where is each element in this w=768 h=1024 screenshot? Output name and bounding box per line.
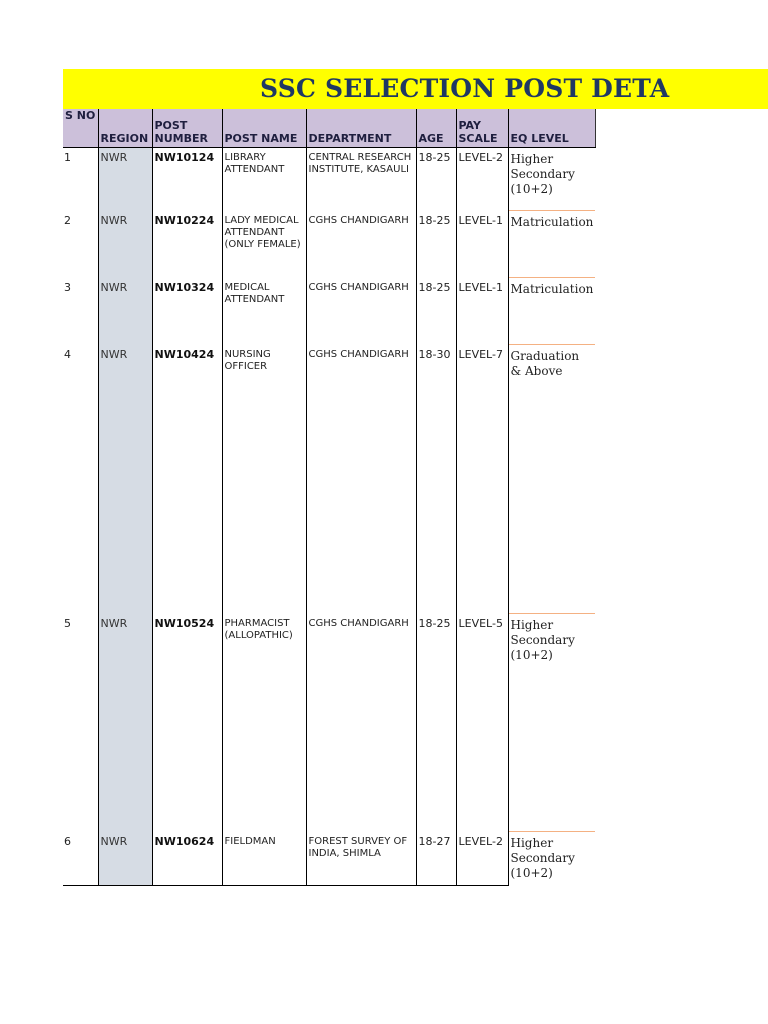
table-row [63, 211, 595, 278]
cell-eq-level: Graduation & Above [508, 345, 595, 614]
cell-pay-scale: LEVEL-5 [456, 614, 508, 832]
cell-department: FOREST SURVEY OF INDIA, SHIMLA [306, 832, 416, 886]
cell-eq-level: Matriculation [508, 278, 595, 345]
cell-department: CGHS CHANDIGARH [306, 345, 416, 614]
table-row [63, 832, 595, 886]
header-post-number: POST NUMBER [152, 109, 222, 148]
page-title: SSC SELECTION POST DETA [260, 74, 670, 103]
cell-age: 18-25 [416, 211, 456, 278]
cell-post-number: NW10124 [152, 148, 222, 211]
cell-post-name: LADY MEDICAL ATTENDANT (ONLY FEMALE) [222, 211, 306, 278]
cell-eq-level: Higher Secondary (10+2) [508, 614, 595, 832]
table-row [63, 614, 595, 832]
cell-post-number: NW10324 [152, 278, 222, 345]
cell-department: CGHS CHANDIGARH [306, 211, 416, 278]
cell-pay-scale: LEVEL-1 [456, 211, 508, 278]
cell-pay-scale: LEVEL-1 [456, 278, 508, 345]
header-department: DEPARTMENT [306, 109, 416, 148]
cell-pay-scale: LEVEL-2 [456, 832, 508, 886]
cell-region: NWR [98, 832, 152, 886]
cell-sno: 1 [64, 151, 71, 164]
cell-eq-level: Higher Secondary (10+2) [508, 148, 595, 211]
title-banner [63, 69, 768, 109]
cell-post-number: NW10624 [152, 832, 222, 886]
cell-sno: 5 [64, 616, 71, 630]
cell-region: NWR [98, 278, 152, 345]
cell-sno: 4 [64, 347, 71, 361]
cell-pay-scale: LEVEL-2 [456, 148, 508, 211]
table-row [63, 345, 595, 614]
cell-department: CENTRAL RESEARCH INSTITUTE, KASAULI [306, 148, 416, 211]
cell-age: 18-25 [416, 614, 456, 832]
header-age: AGE [416, 109, 456, 148]
cell-sno: 3 [64, 280, 71, 294]
cell-region: NWR [98, 211, 152, 278]
cell-age: 18-27 [416, 832, 456, 886]
cell-age: 18-25 [416, 278, 456, 345]
header-eq-level: EQ LEVEL [508, 109, 595, 148]
cell-eq-level: Matriculation [508, 211, 595, 278]
cell-sno: 6 [63, 832, 98, 886]
cell-age: 18-25 [416, 148, 456, 211]
cell-post-number: NW10224 [152, 211, 222, 278]
table-row [63, 278, 595, 345]
cell-post-name: PHARMACIST (ALLOPATHIC) [222, 614, 306, 832]
header-post-name: POST NAME [222, 109, 306, 148]
cell-region: NWR [98, 345, 152, 614]
header-sno: S NO [63, 109, 98, 148]
cell-department: CGHS CHANDIGARH [306, 614, 416, 832]
header-pay-scale: PAY SCALE [456, 109, 508, 148]
cell-post-name: MEDICAL ATTENDANT [222, 278, 306, 345]
cell-post-number: NW10424 [152, 345, 222, 614]
cell-post-name: NURSING OFFICER [222, 345, 306, 614]
cell-department: CGHS CHANDIGARH [306, 278, 416, 345]
header-region: REGION [98, 109, 152, 148]
table-row [63, 148, 595, 211]
cell-region: NWR [98, 148, 152, 211]
cell-post-name: FIELDMAN [222, 832, 306, 886]
cell-post-name: LIBRARY ATTENDANT [222, 148, 306, 211]
cell-sno: 2 [64, 213, 71, 227]
cell-eq-level: Higher Secondary (10+2) [508, 832, 595, 886]
post-details-table [63, 109, 596, 886]
cell-age: 18-30 [416, 345, 456, 614]
cell-post-number: NW10524 [152, 614, 222, 832]
cell-region: NWR [98, 614, 152, 832]
cell-pay-scale: LEVEL-7 [456, 345, 508, 614]
header-row [63, 109, 595, 148]
